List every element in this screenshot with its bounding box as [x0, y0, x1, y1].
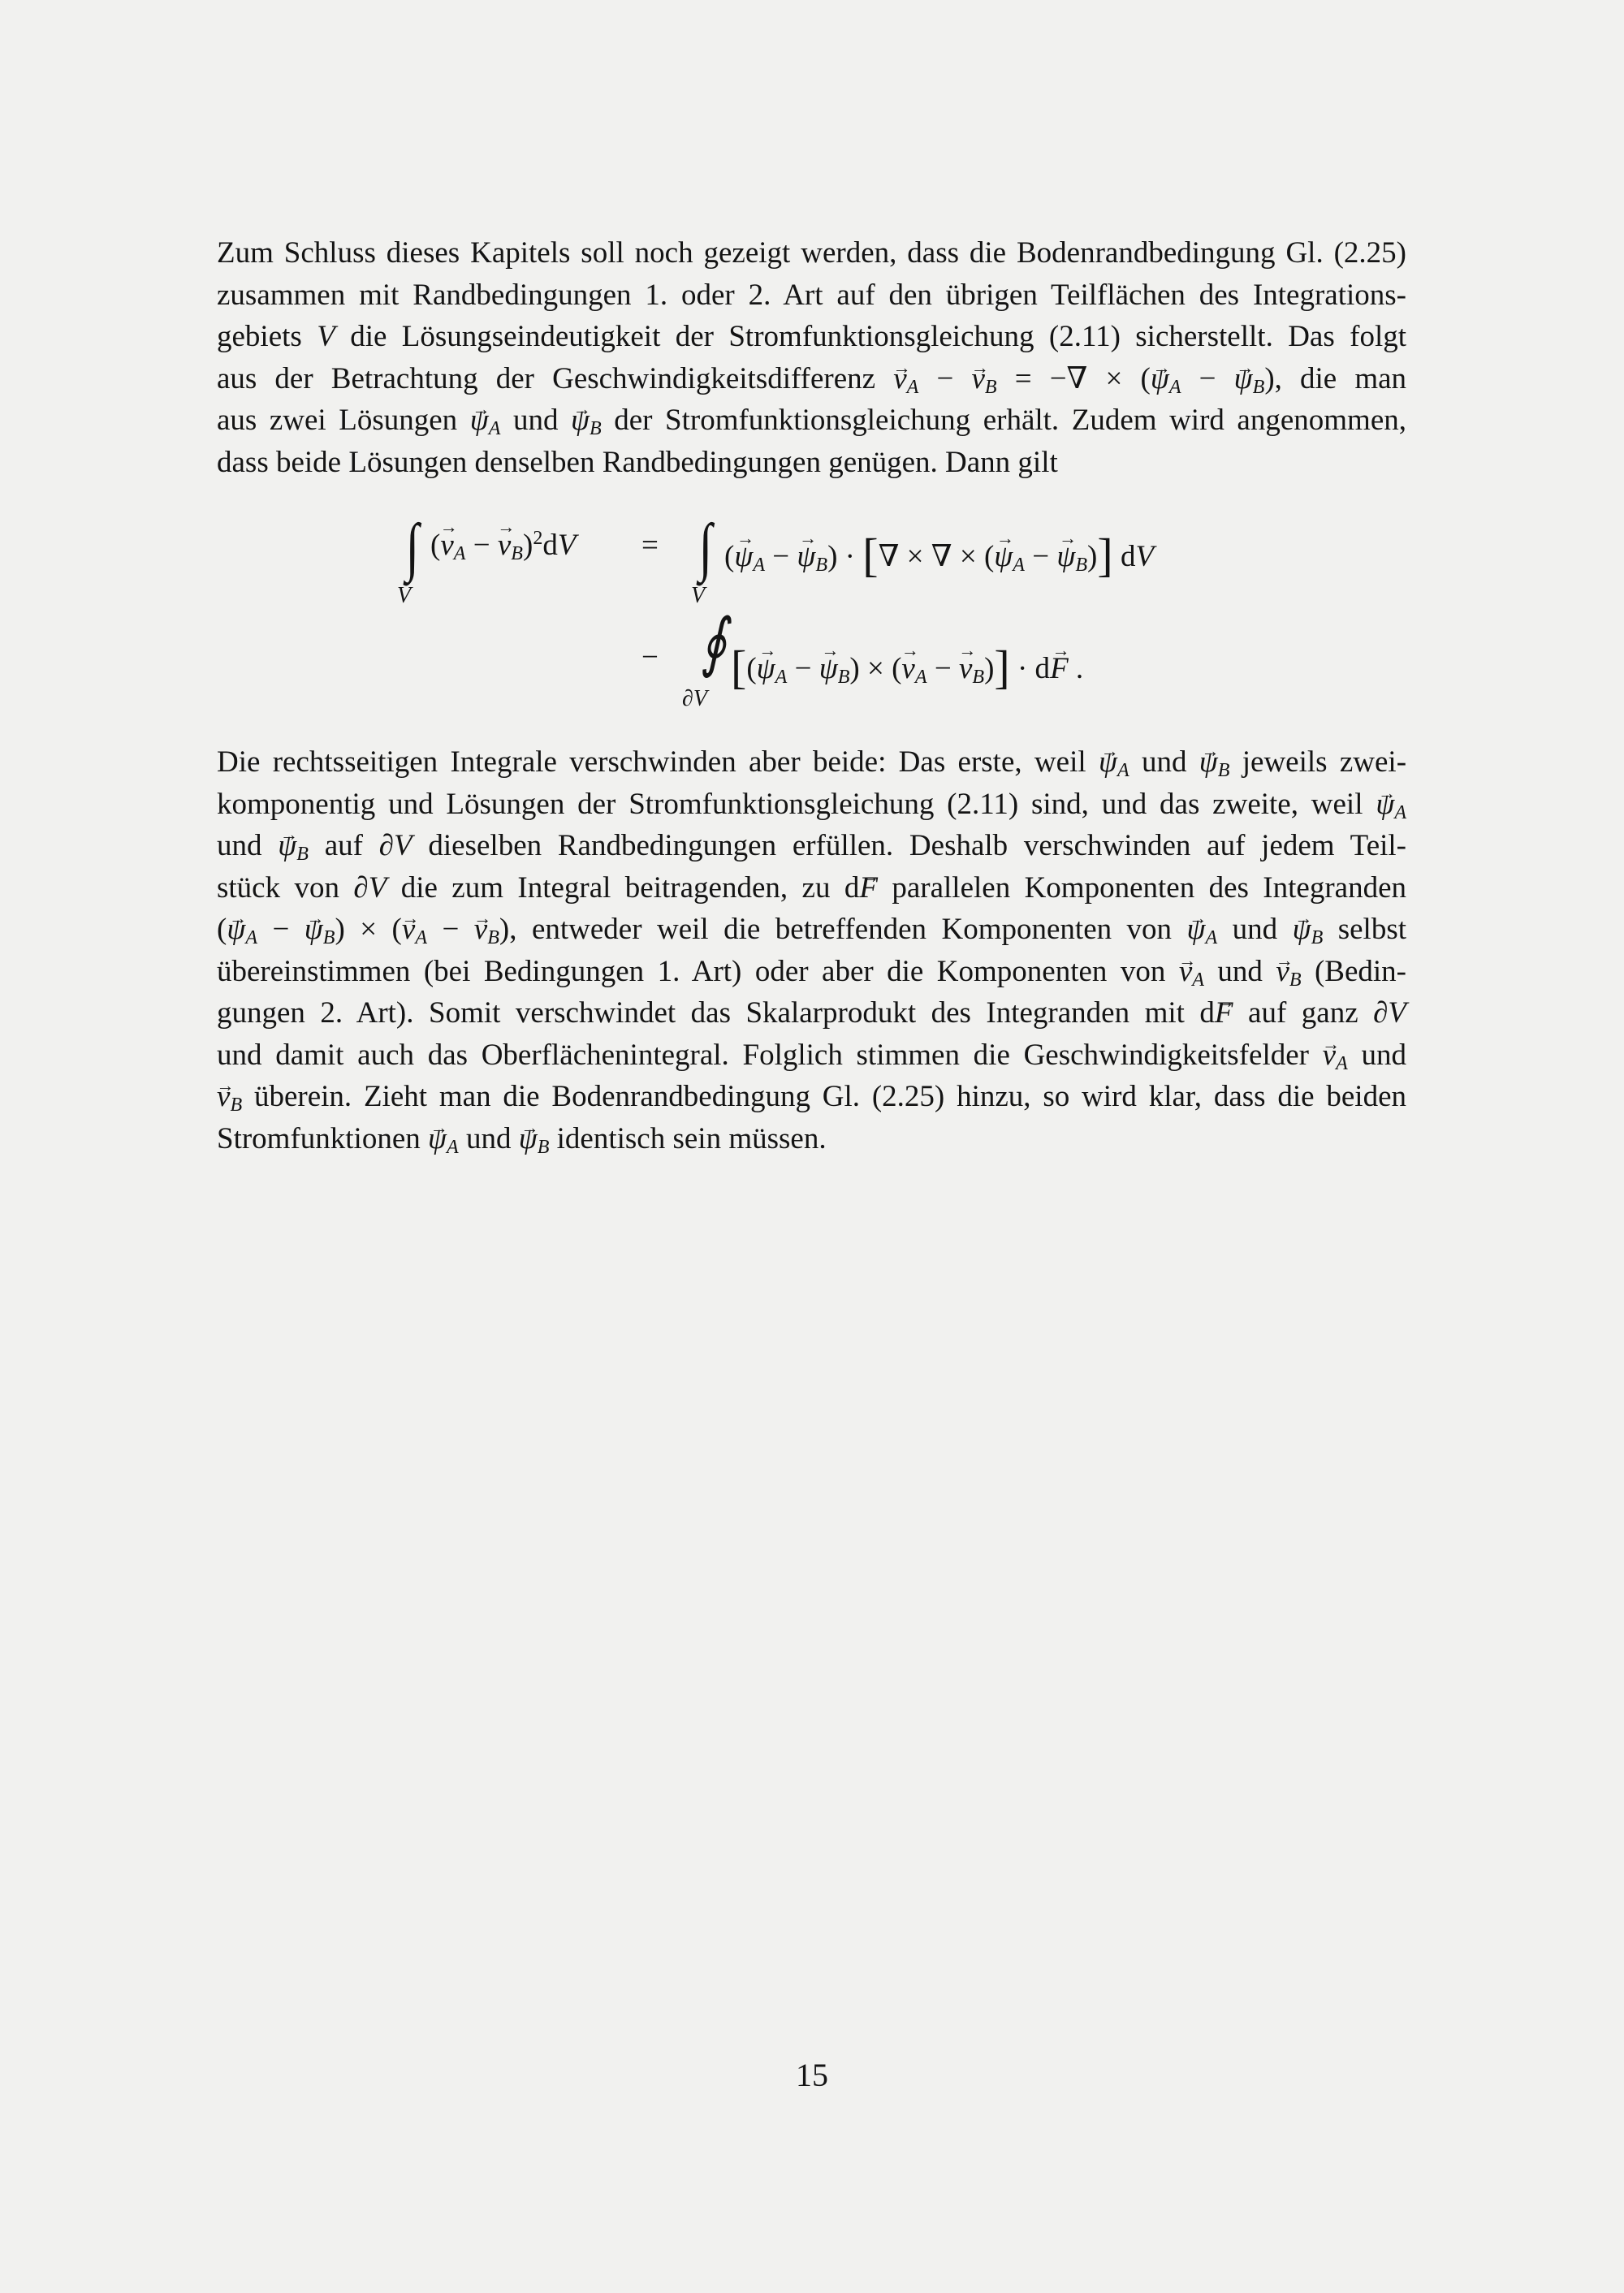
page-number: 15	[796, 2057, 828, 2093]
equation-rhs-line1: (→ $\psi_A$ − → $\psi_B$) · [∇ × ∇ × (→ $\psi_A$ − → $\psi_B$)] dV	[724, 528, 1154, 582]
integral-sign: ∫	[405, 512, 420, 583]
text-line: dass beide Lösungen denselben Randbedingungen genügen. Dann gilt	[217, 445, 1058, 479]
text-line: Die rechtsseitigen Integrale verschwinden aber beide: Das erste, weil → $\psi_A$ und → $\psi_B$ jeweils zwei-	[217, 741, 1406, 784]
integral-domain: V	[397, 583, 412, 608]
integral-domain: V	[691, 583, 706, 608]
minus-sign: −	[641, 641, 659, 674]
text-line: aus zwei Lösungen → $\psi_A$ und → $\psi_B$ der Stromfunktionsgleichung erhält. Zudem wird angenommen,	[217, 399, 1406, 442]
text-line: Zum Schluss dieses Kapitels soll noch gezeigt werden, dass die Bodenrandbedingung Gl. (2.25)	[217, 236, 1406, 270]
contour-integral-sign: ∮	[701, 607, 727, 679]
text-line: und → $\psi_B$ auf ∂V dieselben Randbedingungen erfüllen. Deshalb verschwinden auf jedem Teil-	[217, 825, 1406, 867]
text-line: (→ $\psi_A$ − → $\psi_B$) × (→ $v_A$ − → $v_B$), entweder weil die betreffenden Komponenten von → $\psi_A$ und → $\psi_B$ selbst	[217, 909, 1406, 951]
text-line: komponentig und Lösungen der Stromfunktionsgleichung (2.11) sind, und das zweite, weil → $\psi_A$	[217, 784, 1406, 826]
text-line: zusammen mit Randbedingungen 1. oder 2. Art auf den übrigen Teilflächen des Integrations-	[217, 278, 1406, 312]
text-line: gungen 2. Art). Somit verschwindet das Skalarprodukt des Integranden mit d→ F auf ganz ∂V	[217, 992, 1406, 1034]
text-line: gebiets V die Lösungseindeutigkeit der Stromfunktionsgleichung (2.11) sicherstellt. Das folgt	[217, 320, 1407, 353]
text-line: übereinstimmen (bei Bedingungen 1. Art) oder aber die Komponenten von → $v_A$ und → $v_B$ (Bedin-	[217, 951, 1406, 993]
text-line: aus der Betrachtung der Geschwindigkeitsdifferenz → $v_A$ − → $v_B$ = −∇ × (→ $\psi_A$ − → $\psi_B$), die man	[217, 358, 1406, 400]
text-line: → $v_B$ überein. Zieht man die Bodenrandbedingung Gl. (2.25) hinzu, so wird klar, dass die beiden	[217, 1076, 1406, 1118]
equation-rhs-line2: [(→ $\psi_A$ − → $\psi_B$) × (→ $v_A$ − → $v_B)] \cdot d\to F$ .	[731, 640, 1083, 694]
equation-lhs: (→ $v_A$ − → $v_B)^2dV$	[430, 528, 576, 563]
integral-domain: ∂V	[682, 686, 707, 711]
text-line: stück von ∂V die zum Integral beitragenden, zu d→ F parallelen Komponenten des Integranden	[217, 867, 1406, 909]
text-line: Stromfunktionen → $\psi_A$ und → $\psi_B$ identisch sein müssen.	[217, 1118, 1406, 1160]
text-line: und damit auch das Oberflächenintegral. Folglich stimmen die Geschwindigkeitsfelder → $v_A$ und	[217, 1034, 1406, 1077]
paragraph-intro	[217, 232, 1406, 483]
paragraph-proof	[217, 741, 1406, 1159]
equals-sign: =	[641, 529, 659, 562]
integral-sign: ∫	[698, 512, 713, 583]
